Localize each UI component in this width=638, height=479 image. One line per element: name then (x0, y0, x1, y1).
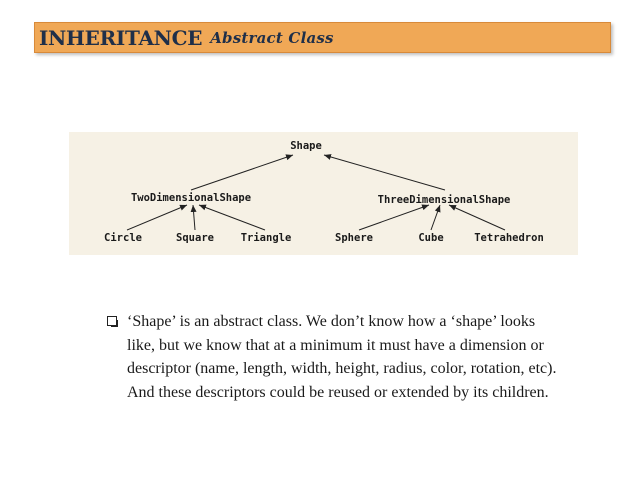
node-three-dimensional-shape: ThreeDimensionalShape (377, 194, 511, 206)
slide-title: INHERITANCE (39, 25, 203, 50)
node-shape: Shape (290, 140, 322, 152)
arrow-cube-to-threed (431, 205, 440, 230)
node-cube: Cube (418, 232, 444, 244)
arrow-tetrahedron-to-threed (449, 205, 505, 230)
node-sphere: Sphere (335, 232, 373, 244)
arrow-square-to-twod (193, 205, 195, 230)
arrow-twod-to-shape (191, 155, 293, 190)
node-square: Square (176, 232, 214, 244)
arrow-triangle-to-twod (199, 205, 265, 230)
arrow-circle-to-twod (127, 205, 187, 230)
inheritance-diagram (69, 132, 578, 255)
slide-subtitle: Abstract Class (210, 28, 334, 47)
checkbox-bullet-icon (107, 316, 117, 326)
title-bar (34, 22, 611, 53)
node-circle: Circle (104, 232, 142, 244)
bullet-text: ‘Shape’ is an abstract class. We don’t know how a ‘shape’ looks like, but we know that at a minimum it must have a dimension or descriptor (name, length, width, height, radius, color, rotation, etc). And these descriptors could be reused or extended by its children. (127, 313, 557, 401)
node-two-dimensional-shape: TwoDimensionalShape (130, 192, 252, 204)
node-triangle: Triangle (240, 232, 292, 244)
node-tetrahedron: Tetrahedron (474, 232, 544, 244)
arrow-sphere-to-threed (359, 205, 429, 230)
arrow-threed-to-shape (324, 155, 445, 190)
